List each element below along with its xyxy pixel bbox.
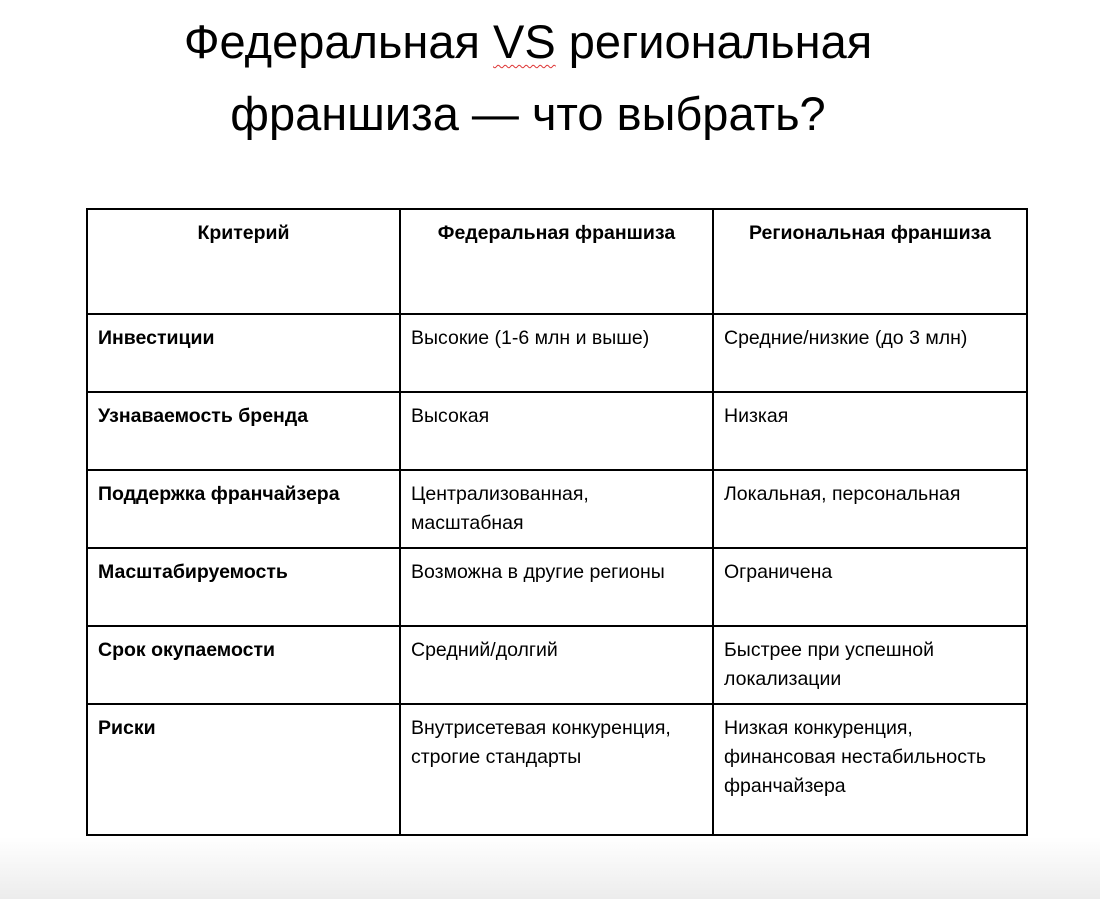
federal-cell: Высокая — [400, 392, 713, 470]
title-part-regional: региональная — [555, 15, 873, 68]
criterion-cell: Срок окупаемости — [87, 626, 400, 704]
table-row — [87, 626, 1027, 704]
regional-cell: Низкая конкуренция, финансовая нестабильность франчайзера — [713, 704, 1027, 835]
header-criterion: Критерий — [87, 209, 400, 314]
criterion-cell: Поддержка франчайзера — [87, 470, 400, 548]
federal-cell: Централизованная, масштабная — [400, 470, 713, 548]
table-header-row — [87, 209, 1027, 314]
regional-cell: Быстрее при успешной локализации — [713, 626, 1027, 704]
criterion-cell: Масштабируемость — [87, 548, 400, 626]
bottom-shadow — [0, 837, 1100, 899]
regional-cell: Средние/низкие (до 3 млн) — [713, 314, 1027, 392]
federal-cell: Возможна в другие регионы — [400, 548, 713, 626]
table-row — [87, 548, 1027, 626]
page-title — [0, 6, 1056, 150]
criterion-cell: Узнаваемость бренда — [87, 392, 400, 470]
criterion-cell: Инвестиции — [87, 314, 400, 392]
criterion-cell: Риски — [87, 704, 400, 835]
table-row — [87, 314, 1027, 392]
table-row — [87, 470, 1027, 548]
comparison-table — [86, 208, 1028, 836]
title-part-federal: Федеральная — [183, 15, 494, 68]
regional-cell: Ограничена — [713, 548, 1027, 626]
federal-cell: Средний/долгий — [400, 626, 713, 704]
title-vs-word: VS — [493, 15, 556, 68]
title-line-2: франшиза — что выбрать? — [230, 87, 826, 140]
federal-cell: Высокие (1-6 млн и выше) — [400, 314, 713, 392]
table-row — [87, 392, 1027, 470]
federal-cell: Внутрисетевая конкуренция, строгие стандарты — [400, 704, 713, 835]
title-line-1 — [0, 6, 1056, 78]
header-federal: Федеральная франшиза — [400, 209, 713, 314]
table-row — [87, 704, 1027, 835]
header-regional: Региональная франшиза — [713, 209, 1027, 314]
regional-cell: Локальная, персональная — [713, 470, 1027, 548]
regional-cell: Низкая — [713, 392, 1027, 470]
